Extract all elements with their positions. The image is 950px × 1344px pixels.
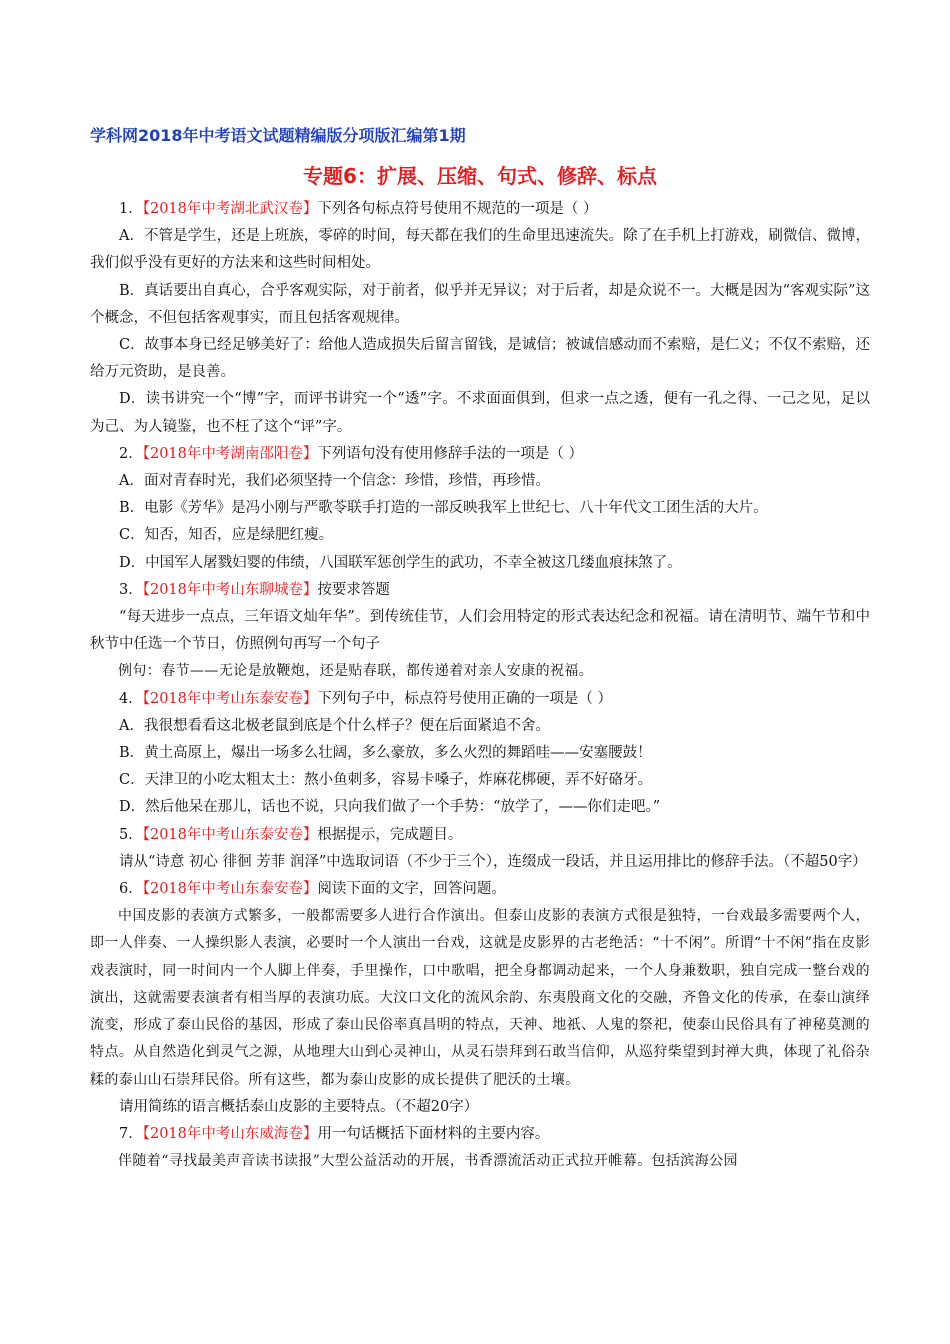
question-6-passage: 中国皮影的表演方式繁多，一般都需要多人进行合作演出。但泰山皮影的表演方式很是独特，一台戏最多需要两个人，即一人伴奏、一人操织影人表演，必要时一个人演出一台戏，这就是皮影界的古老绝活：“十不闲”。所谓“十不闲”指在皮影戏表演时，同一时间内一个人脚上伴奏，手里操作，口中歌唱，把全身都调动起来，一个人身兼数职，独自完成一整台戏的演出，这就需要表演者有相当厚的表演功底。大汶口文化的流风余韵、东夷殷商文化的交融，齐鲁文化的传承，在泰山演绎流变，形成了泰山民俗的基因，形成了泰山民俗率真昌明的特点，天神、地祇、人鬼的祭祀，使泰山民俗具有了神秘莫测的特点。从自然造化到灵气之源，从地理大山到心灵神山，从灵石崇拜到石敢当信仰，从巡狩柴望到封禅大典，体现了礼俗杂糅的泰山山石崇拜民俗。所有这些，都为泰山皮影的成长提供了肥沃的土壤。 bbox=[90, 908, 870, 1088]
question-3-source: 【2018年中考山东聊城卷】 bbox=[142, 581, 318, 598]
question-5-source: 【2018年中考山东泰安卷】 bbox=[142, 826, 318, 843]
document-page bbox=[90, 124, 870, 1175]
question-6-stem: 6．【2018年中考山东泰安卷】阅读下面的文字，回答问题。 bbox=[119, 881, 506, 898]
question-7-source: 【2018年中考山东威海卷】 bbox=[142, 1125, 318, 1142]
question-3-body: “每天进步一点点，三年语文灿年华”。到传统佳节，人们会用特定的形式表达纪念和祝福。请在清明节、端午节和中秋节中任选一个节日，仿照例句再写一个句子 bbox=[90, 609, 870, 653]
question-6-source: 【2018年中考山东泰安卷】 bbox=[142, 881, 318, 898]
question-1-stem: 1．【2018年中考湖北武汉卷】下列各句标点符号使用不规范的一项是（ ） bbox=[119, 201, 598, 217]
question-6-question: 请用简练的语言概括泰山皮影的主要特点。（不超20字） bbox=[119, 1098, 479, 1115]
question-5-body: 请从“诗意 初心 徘徊 芳菲 润泽”中选取词语（不少于三个），连缀成一段话，并且运用排比的修辞手法。（不超50字） bbox=[119, 853, 867, 870]
question-4-option-b: B．黄土高原上，爆出一场多么壮阔，多么豪放，多么火烈的舞蹈哇——安塞腰鼓！ bbox=[119, 745, 652, 762]
page-title: 专题6：扩展、压缩、句式、修辞、标点 bbox=[303, 164, 657, 188]
question-4-option-c: C．天津卫的小吃太粗太土：熬小鱼刺多，容易卡嗓子，炸麻花梆硬，弄不好硌牙。 bbox=[119, 772, 653, 789]
question-1-option-d: D．读书讲究一个“博”字，而评书讲究一个“透”字。不求面面俱到，但求一点之透，便有一孔之得、一己之见，足以为己、为人镜鉴，也不枉了这个“评”字。 bbox=[90, 391, 870, 435]
question-2-stem: 2．【2018年中考湖南邵阳卷】下列语句没有使用修辞手法的一项是（ ） bbox=[119, 445, 583, 462]
question-1-option-b: B．真话要出自真心，合乎客观实际，对于前者，似乎并无异议；对于后者，却是众说不一。大概是因为“客观实际”这个概念，不但包括客观事实，而且包括客观规律。 bbox=[90, 282, 870, 326]
question-7-stem: 7．【2018年中考山东威海卷】用一句话概括下面材料的主要内容。 bbox=[119, 1125, 550, 1142]
question-4-source: 【2018年中考山东泰安卷】 bbox=[142, 690, 318, 707]
question-2-option-b: B．电影《芳华》是冯小刚与严歌苓联手打造的一部反映我军上世纪七、八十年代文工团生活的大片。 bbox=[119, 500, 768, 517]
question-1-source: 【2018年中考湖北武汉卷】 bbox=[142, 201, 318, 217]
document-header: 学科网2018年中考语文试题精编版分项版汇编第1期 bbox=[90, 126, 466, 145]
question-2-option-c: C．知否，知否，应是绿肥红瘦。 bbox=[119, 527, 334, 544]
question-1-option-c: C．故事本身已经足够美好了：给他人造成损失后留言留钱，是诚信；被诚信感动而不索赔，是仁义；不仅不索赔，还给万元资助，是良善。 bbox=[90, 337, 870, 381]
question-4-option-d: D．然后他呆在那儿，话也不说，只向我们做了一个手势：“放学了，——你们走吧。” bbox=[119, 799, 661, 816]
question-3-example: 例句：春节——无论是放鞭炮，还是贴春联，都传递着对亲人安康的祝福。 bbox=[118, 663, 594, 680]
question-2-option-d: D．中国军人屠戮妇婴的伟绩，八国联军惩创学生的武功，不幸全被这几缕血痕抹煞了。 bbox=[119, 554, 682, 571]
question-3-stem: 3．【2018年中考山东聊城卷】按要求答题 bbox=[119, 581, 390, 598]
question-4-stem: 4．【2018年中考山东泰安卷】下列句子中，标点符号使用正确的一项是（ ） bbox=[119, 690, 612, 707]
question-2-option-a: A．面对青春时光，我们必须坚持一个信念：珍惜，珍惜，再珍惜。 bbox=[119, 473, 550, 490]
question-4-option-a: A．我很想看看这北极老鼠到底是个什么样子？便在后面紧追不舍。 bbox=[119, 717, 550, 734]
question-2-source: 【2018年中考湖南邵阳卷】 bbox=[142, 445, 318, 462]
question-5-stem: 5．【2018年中考山东泰安卷】根据提示，完成题目。 bbox=[119, 826, 463, 843]
question-7-passage: 伴随着“寻找最美声音读书读报”大型公益活动的开展，书香漂流活动正式拉开帷幕。包括滨海公园 bbox=[118, 1153, 738, 1170]
question-1-option-a: A．不管是学生，还是上班族，零碎的时间，每天都在我们的生命里迅速流失。除了在手机上打游戏，刷微信、微博，我们似乎没有更好的方法来和这些时间相处。 bbox=[90, 228, 870, 272]
